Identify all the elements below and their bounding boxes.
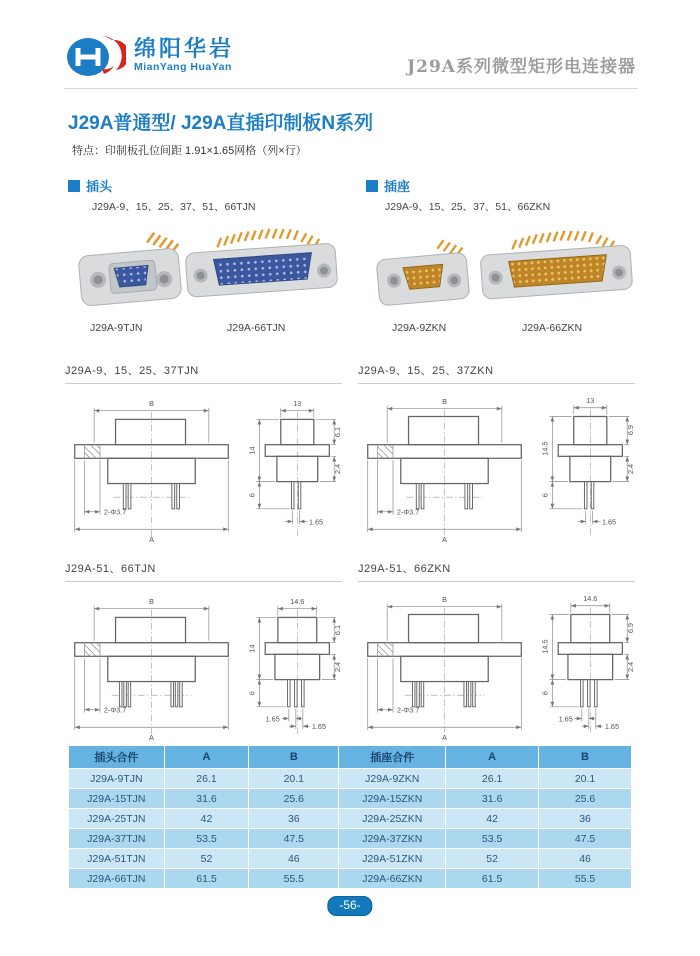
svg-text:13: 13 <box>586 395 595 405</box>
svg-text:6: 6 <box>540 691 550 696</box>
svg-text:6.1: 6.1 <box>333 624 342 636</box>
photo-caption: J29A-66TJN <box>227 322 286 334</box>
blue-square-icon <box>366 180 378 192</box>
cell: 31.6 <box>446 789 538 808</box>
drawing-title: J29A-9、15、25、37ZKN <box>358 365 494 377</box>
cell: 47.5 <box>249 829 338 848</box>
col-a: A <box>446 746 538 768</box>
svg-text:B: B <box>442 396 447 406</box>
cell: 42 <box>165 809 249 828</box>
cell: 47.5 <box>539 829 631 848</box>
cell: J29A-37TJN <box>69 829 164 848</box>
table-row <box>69 809 631 828</box>
cell: J29A-9ZKN <box>339 769 445 788</box>
col-plug-assembly: 插头合件 <box>69 746 164 768</box>
cell: 61.5 <box>446 869 538 888</box>
cell: 20.1 <box>249 769 338 788</box>
drawing-divider <box>358 383 635 384</box>
svg-text:2.4: 2.4 <box>333 463 342 475</box>
svg-text:B: B <box>149 596 154 606</box>
brand-name-en: MianYang HuaYan <box>134 61 232 74</box>
cell: 25.6 <box>249 789 338 808</box>
svg-text:B: B <box>442 594 447 604</box>
header-divider <box>64 88 638 89</box>
cell: 46 <box>539 849 631 868</box>
photo-caption: J29A-66ZKN <box>522 322 583 334</box>
cell: J29A-66ZKN <box>339 869 445 888</box>
cell: 55.5 <box>539 869 631 888</box>
svg-text:2-Φ3.7: 2-Φ3.7 <box>396 507 420 517</box>
cell: 52 <box>165 849 249 868</box>
photo-plug-66tjn <box>178 217 349 333</box>
cell: 53.5 <box>165 829 249 848</box>
svg-text:2-Φ3.7: 2-Φ3.7 <box>103 705 127 715</box>
svg-text:2.4: 2.4 <box>626 463 635 475</box>
cell: 42 <box>446 809 538 828</box>
svg-text:6: 6 <box>540 493 550 498</box>
table-row <box>69 789 631 808</box>
drawing-9-37-zkn <box>358 362 635 551</box>
svg-text:1.65: 1.65 <box>601 517 617 527</box>
section-plug-label: 插头 <box>86 179 113 194</box>
spec-table <box>68 745 632 889</box>
col-b: B <box>249 746 338 768</box>
section-socket <box>366 176 410 195</box>
drawing-divider <box>358 581 635 582</box>
drawing-9-37-tjn <box>65 362 342 551</box>
drawing-51-66-tjn <box>65 560 342 749</box>
features-note: 特点：印制板孔位间距 1.91×1.65网格（列×行） <box>72 145 307 157</box>
svg-text:1.65: 1.65 <box>558 714 573 724</box>
cell: 31.6 <box>165 789 249 808</box>
svg-text:14.5: 14.5 <box>540 441 550 456</box>
svg-text:14.5: 14.5 <box>540 639 550 654</box>
svg-text:1.65: 1.65 <box>265 714 280 724</box>
drawing-divider <box>65 581 342 582</box>
series-title: J29A系列微型矩形电连接器 <box>407 57 636 77</box>
cell: 61.5 <box>165 869 249 888</box>
cell: 26.1 <box>165 769 249 788</box>
cell: J29A-51ZKN <box>339 849 445 868</box>
cell: 36 <box>249 809 338 828</box>
cell: J29A-25TJN <box>69 809 164 828</box>
photo-caption: J29A-9TJN <box>90 322 143 334</box>
cell: 52 <box>446 849 538 868</box>
svg-text:A: A <box>149 534 154 544</box>
svg-text:6: 6 <box>247 493 257 498</box>
svg-text:1.65: 1.65 <box>604 722 620 732</box>
col-socket-assembly: 插座合件 <box>339 746 445 768</box>
plug-models: J29A-9、15、25、37、51、66TJN <box>92 201 256 213</box>
cell: J29A-15TJN <box>69 789 164 808</box>
svg-text:B: B <box>149 398 154 408</box>
drawing-title: J29A-51、66ZKN <box>358 563 451 575</box>
cell: J29A-9TJN <box>69 769 164 788</box>
socket-models: J29A-9、15、25、37、51、66ZKN <box>385 201 551 213</box>
cell: J29A-66TJN <box>69 869 164 888</box>
section-plug <box>68 176 112 195</box>
photo-caption: J29A-9ZKN <box>392 322 447 334</box>
table-header-row <box>69 746 631 768</box>
drawing-svg <box>65 390 342 546</box>
brand-name-cn: 绵阳华岩 <box>134 35 235 61</box>
col-b: B <box>539 746 631 768</box>
svg-text:1.65: 1.65 <box>311 722 327 732</box>
svg-text:6.9: 6.9 <box>626 425 635 436</box>
table-row <box>69 769 631 788</box>
drawing-51-66-zkn <box>358 560 635 749</box>
cell: 46 <box>249 849 338 868</box>
table-row <box>69 849 631 868</box>
page-title: J29A普通型/ J29A直插印制板N系列 <box>68 113 374 134</box>
svg-text:14.6: 14.6 <box>290 596 305 606</box>
cell: J29A-51TJN <box>69 849 164 868</box>
drawing-svg <box>65 588 342 744</box>
svg-text:6.9: 6.9 <box>626 623 635 634</box>
brand-logo <box>64 28 234 82</box>
photo-plug-9tjn <box>68 227 193 328</box>
svg-text:6: 6 <box>247 691 257 696</box>
svg-text:14: 14 <box>247 446 257 455</box>
svg-text:6.1: 6.1 <box>333 426 342 438</box>
svg-text:13: 13 <box>293 398 302 408</box>
drawing-title: J29A-9、15、25、37TJN <box>65 365 199 377</box>
photo-socket-66zkn <box>473 219 644 335</box>
drawing-svg <box>358 588 635 744</box>
cell: J29A-37ZKN <box>339 829 445 848</box>
svg-text:2-Φ3.7: 2-Φ3.7 <box>103 507 127 517</box>
svg-text:A: A <box>149 732 154 742</box>
svg-text:14.6: 14.6 <box>583 593 598 603</box>
cell: 36 <box>539 809 631 828</box>
cell: 55.5 <box>249 869 338 888</box>
table-row <box>69 829 631 848</box>
blue-square-icon <box>68 180 80 192</box>
page-number-badge: -56- <box>327 896 372 916</box>
cell: 53.5 <box>446 829 538 848</box>
cell: 20.1 <box>539 769 631 788</box>
col-a: A <box>165 746 249 768</box>
svg-text:2-Φ3.7: 2-Φ3.7 <box>396 705 420 715</box>
svg-text:14: 14 <box>247 644 257 653</box>
company-logo-icon <box>64 28 126 82</box>
svg-text:A: A <box>442 534 447 544</box>
cell: J29A-15ZKN <box>339 789 445 808</box>
table-row <box>69 869 631 888</box>
cell: 26.1 <box>446 769 538 788</box>
section-socket-label: 插座 <box>384 179 411 194</box>
cell: 25.6 <box>539 789 631 808</box>
drawing-title: J29A-51、66TJN <box>65 563 156 575</box>
svg-text:2.4: 2.4 <box>626 661 635 673</box>
drawing-divider <box>65 383 342 384</box>
drawing-svg <box>358 390 635 546</box>
svg-text:A: A <box>442 732 447 742</box>
svg-text:1.65: 1.65 <box>308 517 324 527</box>
cell: J29A-25ZKN <box>339 809 445 828</box>
svg-text:2.4: 2.4 <box>333 661 342 673</box>
photo-socket-9zkn <box>369 234 480 326</box>
